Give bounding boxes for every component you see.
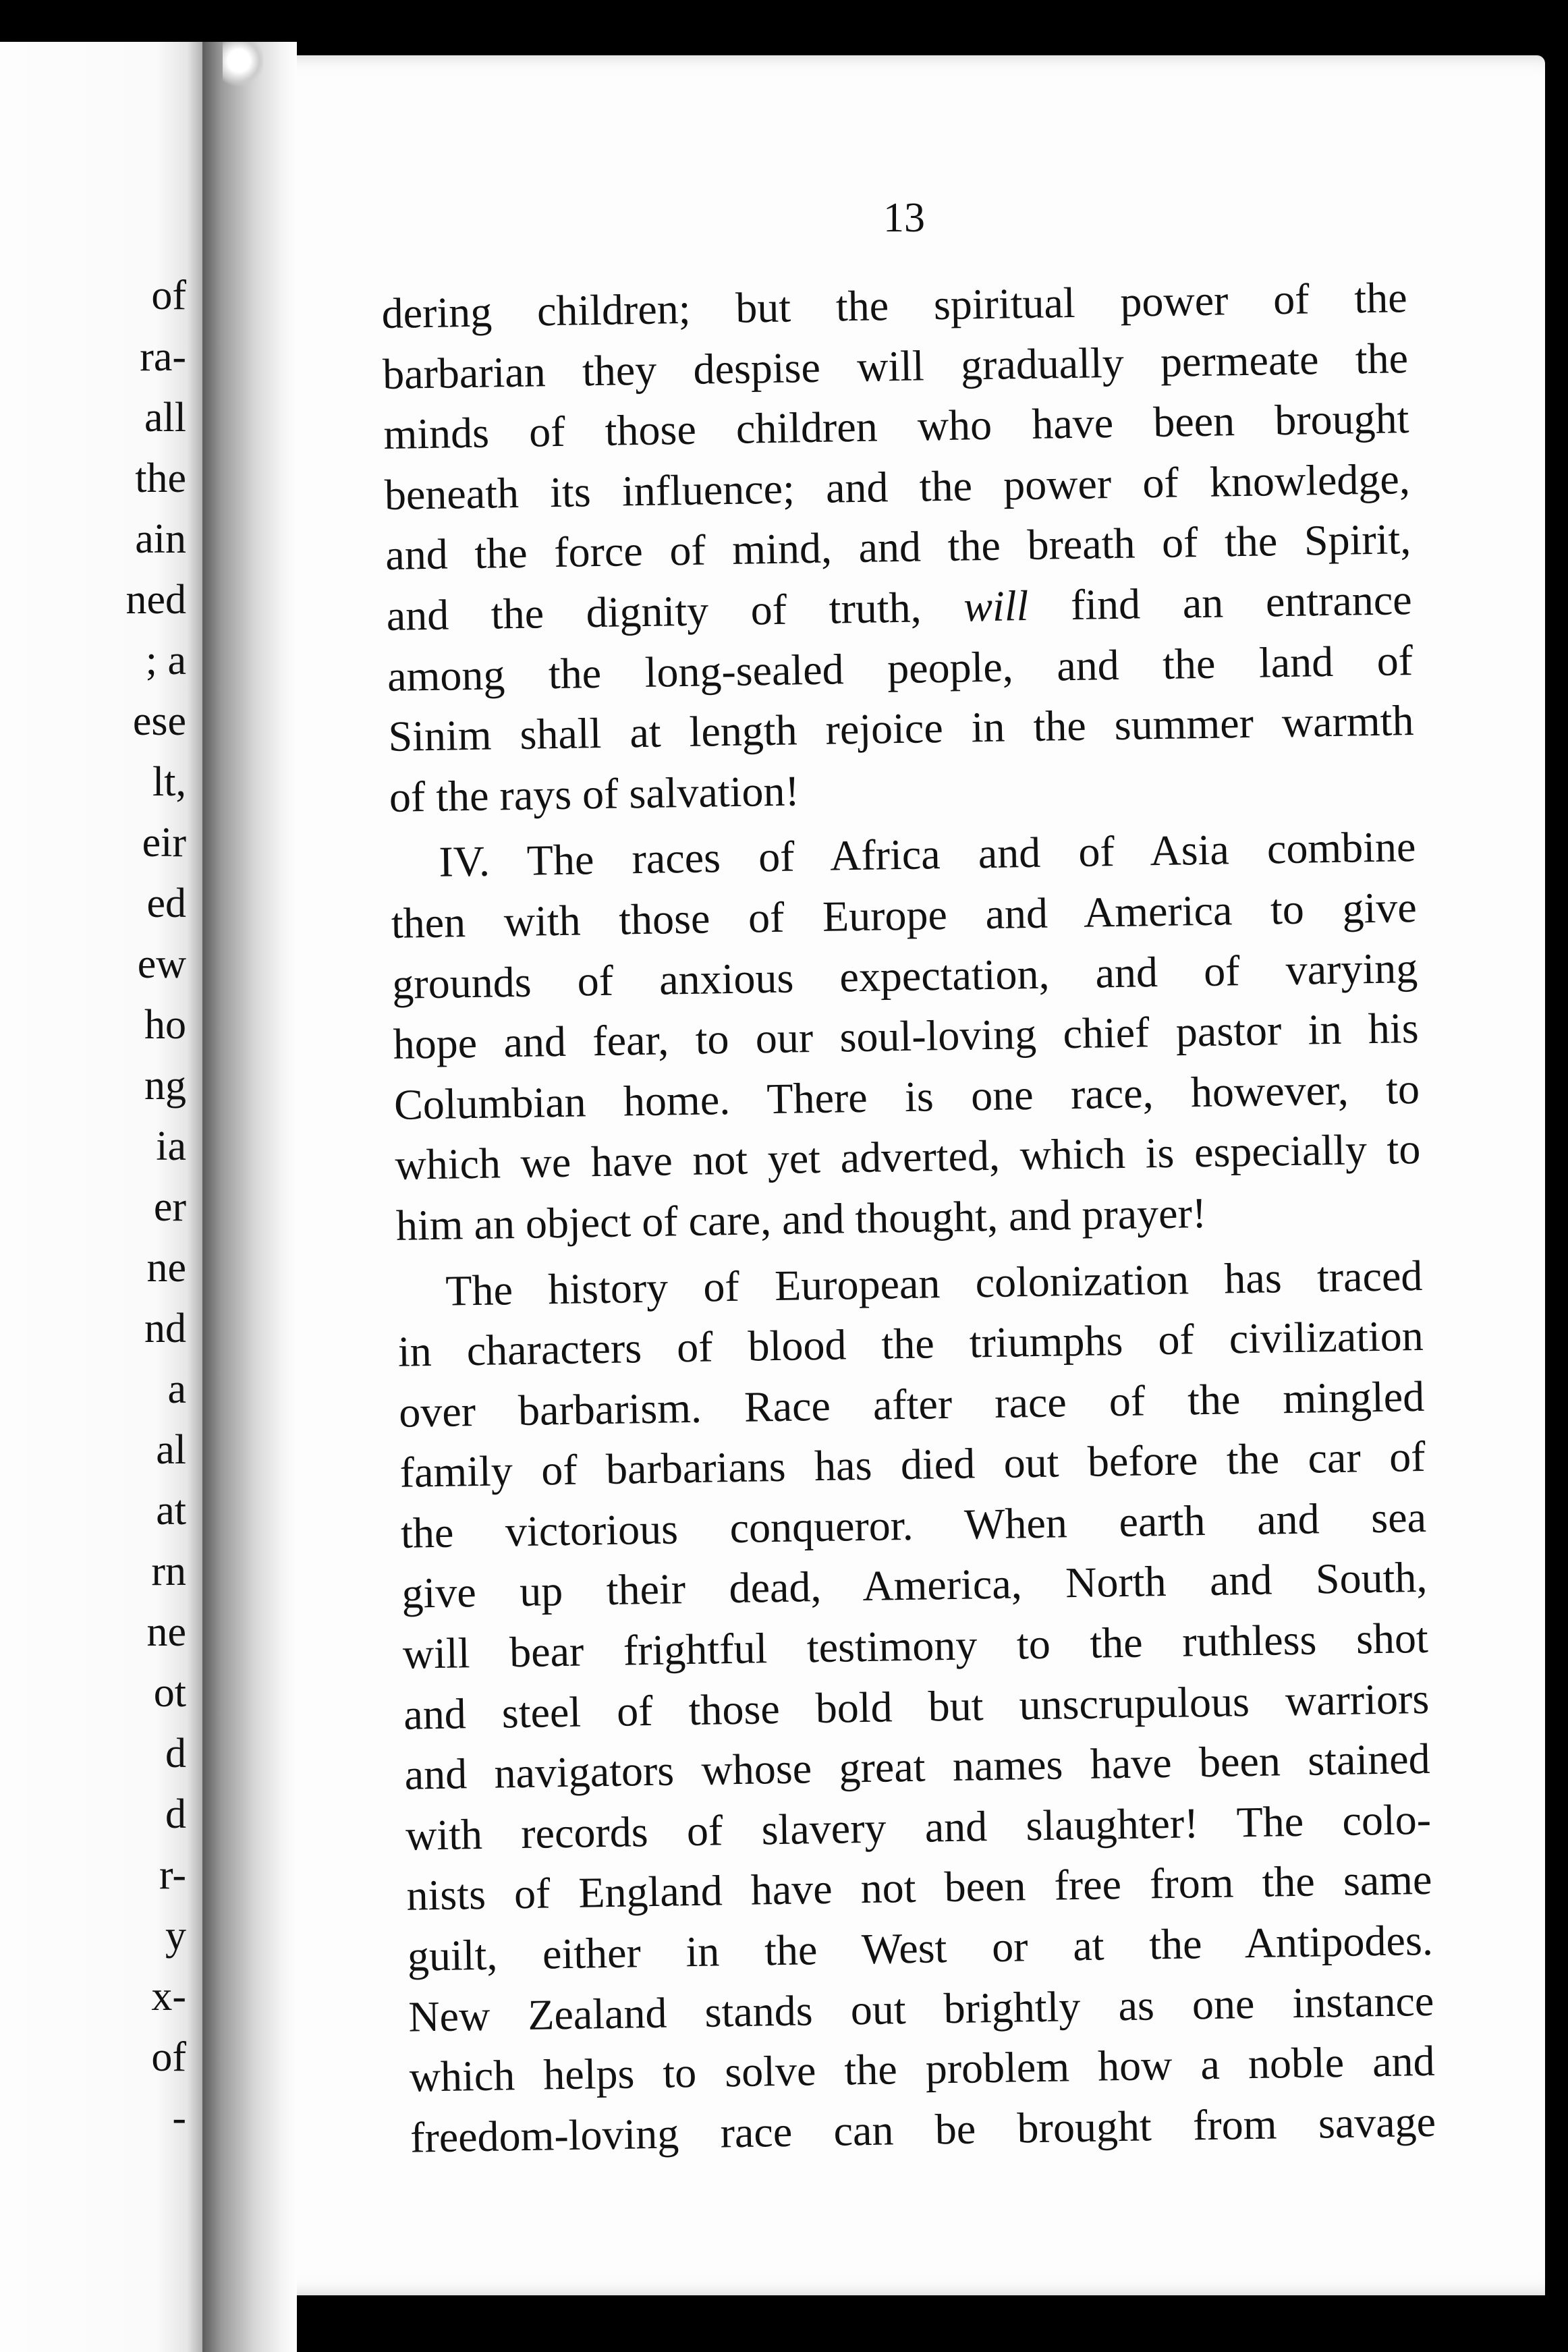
text-line: and navigators whose great names have been stained bbox=[404, 1735, 1431, 1799]
paragraph bbox=[390, 816, 1422, 1256]
text-line: beneath its influence; and the power of knowledge, bbox=[384, 454, 1411, 519]
facing-fragment: y bbox=[165, 1913, 186, 1959]
text-line: will bear frightful testimony to the ruthless shot bbox=[402, 1613, 1429, 1678]
facing-fragment: eir bbox=[142, 820, 186, 866]
text-line: hope and fear, to our soul-loving chief pastor in his bbox=[393, 1004, 1420, 1068]
text-line: among the long-sealed people, and the land of bbox=[387, 636, 1413, 700]
facing-fragment: the bbox=[135, 455, 186, 501]
facing-page-edge bbox=[0, 42, 223, 2352]
text-line: and the force of mind, and the breath of the Spirit, bbox=[385, 515, 1411, 580]
text-line: dering children; but the spiritual power of the bbox=[381, 273, 1408, 337]
facing-fragment: lt, bbox=[152, 759, 186, 805]
facing-fragment: ned bbox=[125, 577, 186, 623]
text-line: and steel of those bold but unscrupulous warriors bbox=[403, 1674, 1430, 1739]
text-line: then with those of Europe and America to give bbox=[391, 883, 1418, 947]
facing-fragment: of bbox=[151, 2034, 186, 2080]
facing-fragment: er bbox=[153, 1184, 186, 1230]
facing-fragment: at bbox=[156, 1488, 186, 1534]
facing-fragment: all bbox=[144, 395, 186, 441]
text-line: grounds of anxious expectation, and of varying bbox=[391, 943, 1418, 1008]
page-damage-mark bbox=[223, 42, 263, 89]
facing-fragment: d bbox=[165, 1791, 186, 1837]
facing-fragment: ne bbox=[146, 1609, 186, 1655]
facing-fragment: ain bbox=[135, 516, 186, 562]
facing-fragment: d bbox=[165, 1731, 186, 1776]
facing-fragment: ew bbox=[137, 941, 186, 987]
text-span: and the dignity of truth, bbox=[386, 583, 922, 640]
facing-fragment: ed bbox=[146, 880, 186, 926]
facing-fragment: rn bbox=[151, 1548, 186, 1594]
text-line: nists of England have not been free from the same bbox=[405, 1855, 1432, 1920]
text-line: family of barbarians has died out before the car of bbox=[399, 1432, 1426, 1497]
page-body-text bbox=[381, 267, 1436, 2168]
text-span: find an entrance bbox=[1070, 576, 1413, 629]
italic-word: will bbox=[963, 581, 1029, 631]
text-line: New Zealand stands out brightly as one instance bbox=[408, 1976, 1434, 2041]
text-line: him an object of care, and thought, and prayer! bbox=[395, 1188, 1207, 1250]
text-line: The history of European colonization has traced bbox=[445, 1251, 1423, 1315]
facing-fragment: ese bbox=[132, 698, 186, 744]
facing-fragment: - bbox=[172, 2095, 186, 2141]
facing-fragment: x- bbox=[151, 1973, 186, 2019]
text-line: which helps to solve the problem how a noble and bbox=[409, 2037, 1436, 2101]
text-line: give up their dead, America, North and South, bbox=[401, 1553, 1428, 1618]
facing-fragment: ra- bbox=[140, 334, 186, 380]
facing-fragment: ot bbox=[153, 1670, 186, 1716]
page-number: 13 bbox=[883, 195, 925, 241]
text-line: which we have not yet adverted, which is especially to bbox=[394, 1125, 1421, 1189]
text-line: barbarian they despise will gradually permeate the bbox=[382, 333, 1409, 398]
text-line: guilt, either in the West or at the Antipodes. bbox=[407, 1915, 1434, 1980]
text-line: of the rays of salvation! bbox=[389, 766, 800, 821]
paragraph bbox=[397, 1245, 1436, 2168]
text-line: minds of those children who have been brought bbox=[383, 394, 1409, 459]
text-line: Sinim shall at length rejoice in the summer warmth bbox=[387, 696, 1414, 761]
facing-fragment: of bbox=[151, 273, 186, 318]
text-line: freedom-loving race can be brought from savage bbox=[410, 2097, 1436, 2162]
facing-fragment: ia bbox=[156, 1123, 186, 1169]
facing-fragment: ng bbox=[144, 1063, 186, 1109]
facing-fragment: nd bbox=[144, 1306, 186, 1351]
facing-fragment: a bbox=[167, 1366, 186, 1412]
text-line: with records of slavery and slaughter! The colo- bbox=[405, 1795, 1432, 1859]
text-line: Columbian home. There is one race, however, to bbox=[393, 1064, 1420, 1129]
text-line: the victorious conqueror. When earth and sea bbox=[400, 1492, 1427, 1557]
page-gutter-shadow bbox=[202, 42, 297, 2352]
facing-fragment: al bbox=[156, 1427, 186, 1473]
facing-fragment: ne bbox=[146, 1245, 186, 1291]
text-line: in characters of blood the triumphs of civilization bbox=[397, 1312, 1424, 1376]
facing-fragment: ; a bbox=[145, 638, 186, 683]
text-line: IV. The races of Africa and of Asia combine bbox=[438, 822, 1416, 887]
text-line: over barbarism. Race after race of the mingled bbox=[398, 1372, 1425, 1436]
facing-fragment: ho bbox=[144, 1002, 186, 1048]
paragraph bbox=[381, 267, 1415, 827]
facing-fragment: r- bbox=[159, 1852, 186, 1898]
